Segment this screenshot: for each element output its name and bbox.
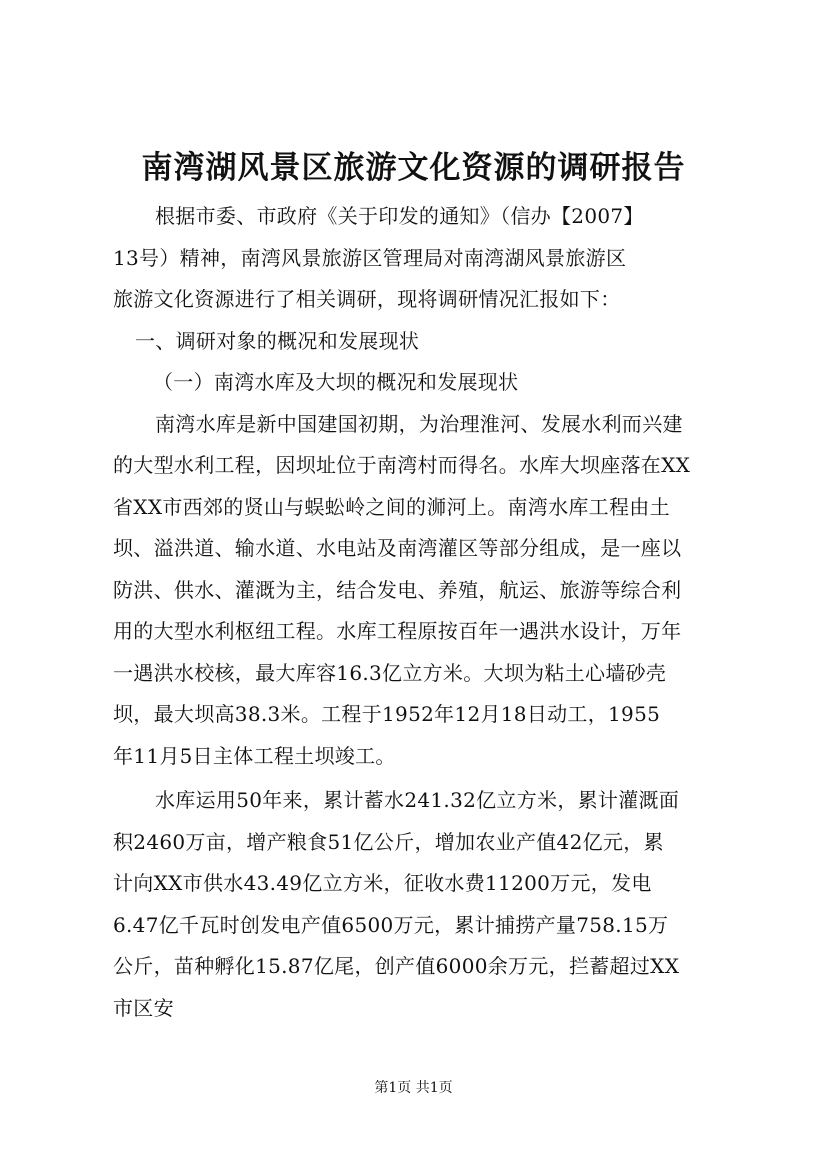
text-line: 省XX市西郊的贤山与蜈蚣岭之间的浉河上。南湾水库工程由土	[113, 494, 670, 519]
text-line: 根据市委、市政府《关于印发的通知》（信办【2007】	[155, 204, 644, 228]
text-line: 13号）精神，南湾风景旅游区管理局对南湾湖风景旅游区	[113, 245, 627, 270]
text-line: 公斤，苗种孵化15.87亿尾，创产值6000余万元，拦蓄超过XX	[113, 954, 680, 978]
page-footer: 第1页 共1页	[374, 1080, 453, 1096]
text-line: 一遇洪水校核，最大库容16.3亿立方米。大坝为粘土心墙砂壳	[113, 660, 667, 685]
text-line: 坝、溢洪道、输水道、水电站及南湾灌区等部分组成，是一座以	[113, 536, 682, 560]
text-line: 防洪、供水、灌溉为主，结合发电、养殖，航运、旅游等综合利	[113, 577, 682, 602]
text-line: 积2460万亩，增产粮食51亿公斤，增加农业产值42亿元，累	[113, 829, 664, 854]
text-line: 坝，最大坝高38.3米。工程于1952年12月18日动工，1955	[113, 702, 661, 726]
text-line: 6.47亿千瓦时创发电产值6500万元，累计捕捞产量758.15万	[113, 912, 669, 937]
text-line: 南湾水库是新中国建国初期，为治理淮河、发展水利而兴建	[155, 411, 683, 436]
text-line: 市区安	[113, 995, 174, 1020]
document-title: 南湾湖风景区旅游文化资源的调研报告	[141, 150, 686, 186]
text-line: 水库运用50年来，累计蓄水241.32亿立方米，累计灌溉面	[155, 788, 680, 812]
section-heading: 一、调研对象的概况和发展现状	[135, 328, 420, 353]
text-line: 旅游文化资源进行了相关调研，现将调研情况汇报如下：	[113, 287, 621, 311]
subsection-heading: （一）南湾水库及大坝的概况和发展现状	[153, 370, 519, 394]
document-body	[113, 196, 725, 1029]
text-line: 的大型水利工程，因坝址位于南湾村而得名。水库大坝座落在XX	[113, 453, 691, 477]
text-line: 用的大型水利枢纽工程。水库工程原按百年一遇洪水设计，万年	[113, 619, 682, 643]
text-line: 计向XX市供水43.49亿立方米，征收水费11200万元，发电	[113, 871, 652, 895]
text-line: 年11月5日主体工程土坝竣工。	[113, 743, 396, 768]
